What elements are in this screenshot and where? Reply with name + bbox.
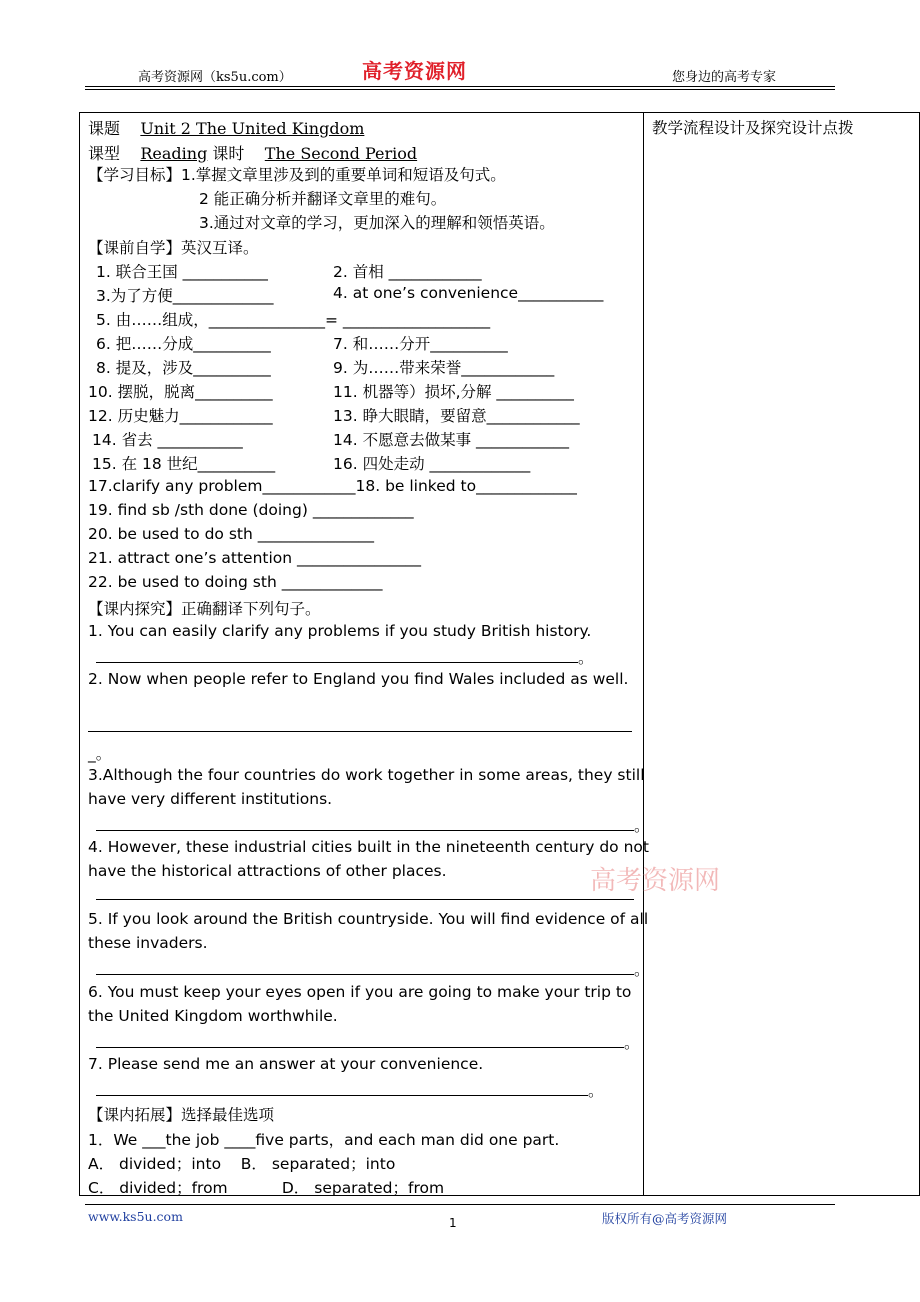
vocab-item: 15. 在 18 世纪__________ (92, 455, 276, 473)
sentence: 1. You can easily clarify any problems if you study British history. (88, 622, 592, 640)
header-rule-2 (85, 89, 835, 90)
sentence: 3.Although the four countries do work together in some areas, they still (88, 766, 645, 784)
answer-line (96, 814, 650, 836)
vocab-item: 6. 把……分成__________ (96, 335, 271, 353)
end-mark: 。 (95, 745, 112, 763)
sentence: have the historical attractions of other places. (88, 862, 447, 880)
option-row (88, 1152, 395, 1174)
footer-copyright: 版权所有@高考资源网 (602, 1211, 728, 1226)
in-class-heading: 【课内探究】正确翻译下列句子。 (88, 600, 321, 618)
footer-rule (85, 1204, 835, 1205)
logo: 高考资源网 (362, 59, 467, 83)
option-c: C． divided；from (88, 1179, 228, 1197)
vocab-item: 13. 睁大眼睛，要留意____________ (333, 407, 580, 425)
objective-item: 2 能正确分析并翻译文章里的难句。 (199, 190, 447, 208)
end-mark: 。 (634, 961, 650, 979)
vocab-line: 20. be used to do sth _______________ (88, 525, 374, 543)
sentence: 4. However, these industrial cities built in the nineteenth century do not (88, 838, 649, 856)
vocab-item: 2. 首相 ____________ (333, 263, 482, 281)
question: 1．We ___the job ____five parts，and each man did one part. (88, 1131, 560, 1149)
vocab-item: 7. 和……分开__________ (333, 335, 508, 353)
period-label: 课时 (212, 144, 245, 163)
option-d: D． separated；from (281, 1179, 445, 1197)
dash: _ (88, 745, 96, 763)
topic-value: Unit 2 The United Kingdom (140, 119, 365, 138)
end-mark: 。 (588, 1082, 604, 1100)
vocab-item: 3.为了方便_____________ (96, 287, 274, 305)
answer-line (88, 742, 111, 764)
sentence: 6. You must keep your eyes open if you are going to make your trip to (88, 983, 632, 1001)
objectives-heading: 【学习目标】1.掌握文章里涉及到的重要单词和短语及句式。 (88, 166, 506, 184)
right-column-title: 教学流程设计及探究设计点拨 (652, 119, 854, 137)
type-row (88, 141, 417, 164)
option-b: B． separated；into (240, 1155, 396, 1173)
type-label: 课型 (88, 144, 121, 163)
column-divider (643, 112, 644, 1196)
topic-label: 课题 (88, 119, 121, 138)
vocab-item: 4. at one’s convenience___________ (333, 284, 604, 302)
vocab-item: 1. 联合王国 ___________ (96, 263, 268, 281)
vocab-line: 21. attract one’s attention ________________ (88, 549, 422, 567)
end-mark: 。 (634, 817, 650, 835)
sentence: these invaders. (88, 934, 208, 952)
vocab-item: 14. 不愿意去做某事 ____________ (333, 431, 570, 449)
vocab-item: 5. 由……组成，_______________= ___________________ (96, 311, 491, 329)
header-left: 高考资源网（ks5u.com） (138, 70, 292, 85)
end-mark: 。 (624, 1034, 640, 1052)
sentence: the United Kingdom worthwhile. (88, 1007, 338, 1025)
vocab-line: 17.clarify any problem____________18. be linked to_____________ (88, 477, 577, 495)
answer-line (96, 886, 634, 904)
header-right: 您身边的高考专家 (672, 70, 777, 85)
answer-line (96, 1031, 640, 1053)
type-value: Reading (140, 144, 208, 163)
watermark: 高考资源网 (590, 866, 721, 896)
page-number: 1 (449, 1216, 457, 1230)
answer-line (96, 646, 594, 668)
topic-row (88, 116, 364, 139)
vocab-item: 12. 历史魅力____________ (88, 407, 273, 425)
header-rule (85, 86, 835, 87)
self-study-heading: 【课前自学】英汉互译。 (88, 239, 259, 257)
vocab-item: 16. 四处走动 _____________ (333, 455, 531, 473)
sentence: 5. If you look around the British countryside. You will find evidence of all (88, 910, 649, 928)
period-value: The Second Period (264, 144, 418, 163)
vocab-line: 22. be used to doing sth _____________ (88, 573, 383, 591)
sentence: 2. Now when people refer to England you find Wales included as well. (88, 670, 629, 688)
end-mark: 。 (578, 649, 594, 667)
answer-line (96, 958, 650, 980)
answer-line (88, 718, 632, 736)
sentence: 7. Please send me an answer at your convenience. (88, 1055, 484, 1073)
vocab-line: 19. find sb /sth done (doing) _____________ (88, 501, 414, 519)
vocab-item: 11. 机器等）损坏,分解 __________ (333, 383, 574, 401)
answer-line (96, 1079, 604, 1101)
vocab-item: 14. 省去 ___________ (92, 431, 243, 449)
vocab-item: 10. 摆脱，脱离__________ (88, 383, 273, 401)
objective-item: 3.通过对文章的学习，更加深入的理解和领悟英语。 (199, 214, 555, 232)
vocab-item: 9. 为……带来荣誉____________ (333, 359, 555, 377)
vocab-item: 8. 提及，涉及__________ (96, 359, 271, 377)
extension-heading: 【课内拓展】选择最佳选项 (88, 1106, 275, 1124)
option-row (88, 1176, 444, 1198)
footer-link[interactable]: www.ks5u.com (88, 1209, 183, 1224)
sentence: have very different institutions. (88, 790, 333, 808)
option-a: A． divided；into (88, 1155, 222, 1173)
